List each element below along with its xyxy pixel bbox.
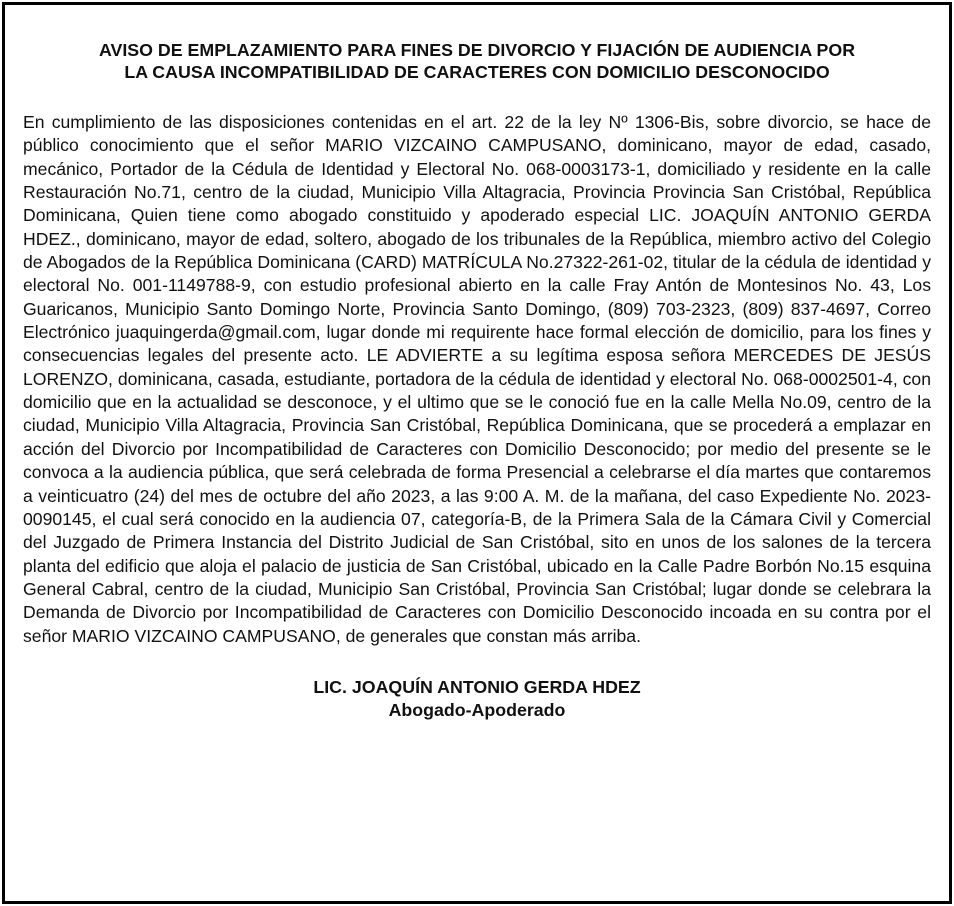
- signature-block: [23, 676, 931, 722]
- legal-notice-frame: [2, 2, 952, 904]
- notice-body-paragraph: En cumplimiento de las disposiciones contenidas en el art. 22 de la ley Nº 1306-Bis, sobre divorcio, se hace de público conocimiento que el señor MARIO VIZCAINO CAMPUSANO, dominicano, mayor de edad, casado, mecánico, Portador de la Cédula de Identidad y Electoral No. 068-0003173-1, domiciliado y residente en la calle Restauración No.71, centro de la ciudad, Municipio Villa Altagracia, Provincia Provincia San Cristóbal, República Dominicana, Quien tiene como abogado constituido y apoderado especial LIC. JOAQUÍN ANTONIO GERDA HDEZ., dominicano, mayor de edad, soltero, abogado de los tribunales de la República, miembro activo del Colegio de Abogados de la República Dominicana (CARD) MATRÍCULA No.27322-261-02, titular de la cédula de identidad y electoral No. 001-1149788-9, con estudio profesional abierto en la calle Fray Antón de Montesinos No. 43, Los Guaricanos, Municipio Santo Domingo Norte, Provincia Santo Domingo, (809) 703-2323, (809) 837-4697, Correo Electrónico juaquingerda@gmail.com, lugar donde mi requirente hace formal elección de domicilio, para los fines y consecuencias legales del presente acto. LE ADVIERTE a su legítima esposa señora MERCEDES DE JESÚS LORENZO, dominicana, casada, estudiante, portadora de la cédula de identidad y electoral No. 068-0002501-4, con domicilio que en la actualidad se desconoce, y el ultimo que se le conoció fue en la calle Mella No.09, centro de la ciudad, Municipio Villa Altagracia, Provincia San Cristóbal, República Dominicana, que se procederá a emplazar en acción del Divorcio por Incompatibilidad de Caracteres con Domicilio Desconocido; por medio del presente se le convoca a la audiencia pública, que será celebrada de forma Presencial a celebrarse el día martes que contaremos a veinticuatro (24) del mes de octubre del año 2023, a las 9:00 A. M. de la mañana, del caso Expediente No. 2023-0090145, el cual será conocido en la audiencia 07, categoría-B, de la Primera Sala de la Cámara Civil y Comercial del Juzgado de Primera Instancia del Distrito Judicial de San Cristóbal, sito en unos de los salones de la tercera planta del edificio que aloja el palacio de justicia de San Cristóbal, ubicado en la Calle Padre Borbón No.15 esquina General Cabral, centro de la ciudad, Municipio San Cristóbal, Provincia San Cristóbal; lugar donde se celebrara la Demanda de Divorcio por Incompatibilidad de Caracteres con Domicilio Desconocido incoada en su contra por el señor MARIO VIZCAINO CAMPUSANO, de generales que constan más arriba.: [23, 112, 931, 646]
- legal-notice-content: [23, 39, 931, 901]
- notice-title-line-1: AVISO DE EMPLAZAMIENTO PARA FINES DE DIVORCIO Y FIJACIÓN DE AUDIENCIA POR: [98, 40, 856, 60]
- notice-title: [23, 39, 931, 83]
- notice-title-line-2: LA CAUSA INCOMPATIBILIDAD DE CARACTERES CON DOMICILIO DESCONOCIDO: [124, 62, 830, 82]
- signature-name: LIC. JOAQUÍN ANTONIO GERDA HDEZ: [313, 676, 641, 697]
- signature-role: Abogado-Apoderado: [388, 699, 566, 720]
